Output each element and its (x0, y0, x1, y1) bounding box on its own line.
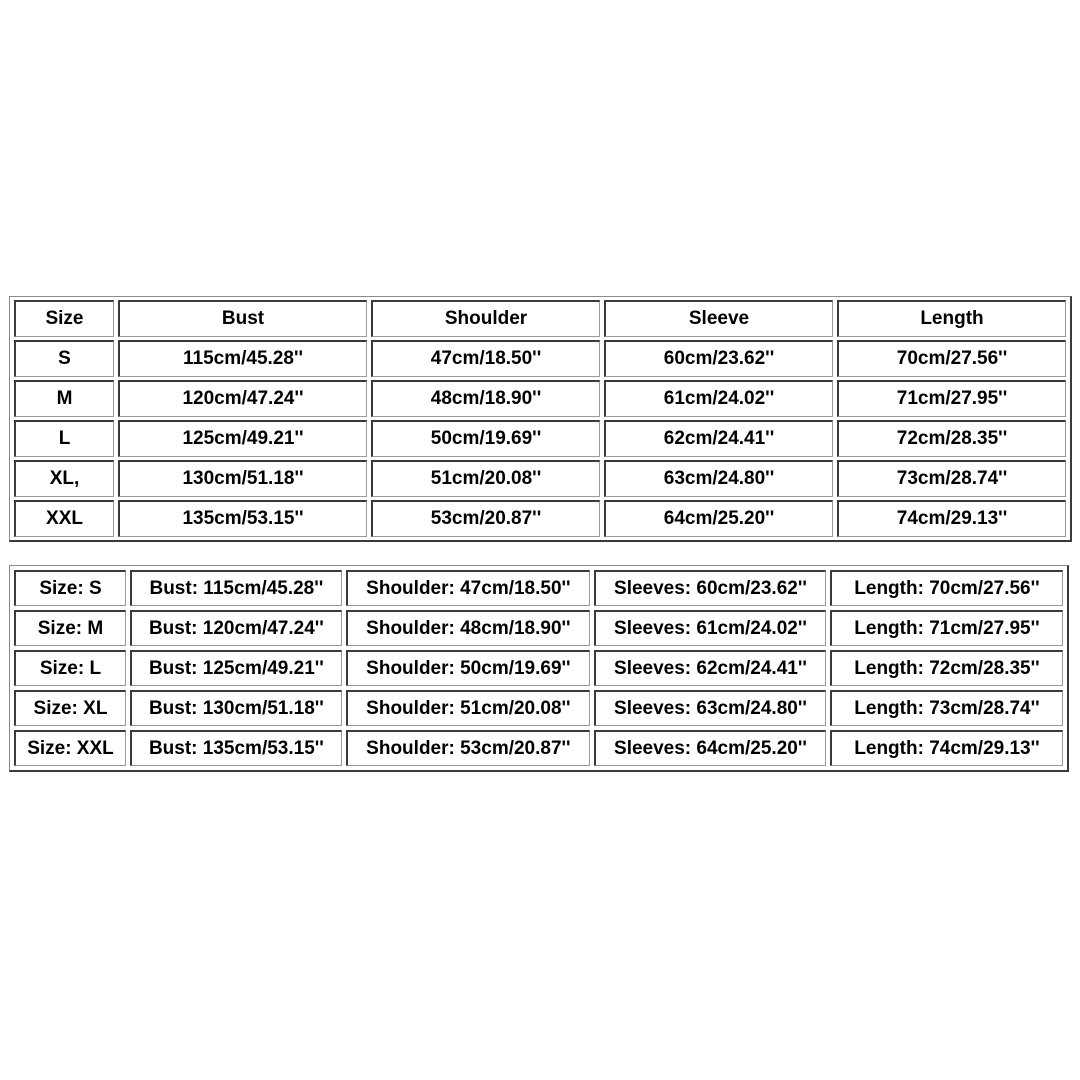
shoulder-cell: 53cm/20.87'' (371, 500, 600, 537)
table-row (14, 690, 1063, 726)
sleeve-cell: Sleeves: 64cm/25.20'' (594, 730, 826, 766)
sleeve-cell: 62cm/24.41'' (604, 420, 833, 457)
shoulder-cell: 48cm/18.90'' (371, 380, 600, 417)
header-cell-size: Size (14, 300, 114, 337)
table-row (14, 650, 1063, 686)
header-cell-length: Length (837, 300, 1066, 337)
size-chart-table-columns (9, 296, 1072, 542)
size-cell: XL, (14, 460, 114, 497)
size-cell: L (14, 420, 114, 457)
size-chart-table-labeled (9, 565, 1069, 772)
bust-cell: 120cm/47.24'' (118, 380, 367, 417)
length-cell: Length: 71cm/27.95'' (830, 610, 1063, 646)
shoulder-cell: 51cm/20.08'' (371, 460, 600, 497)
sleeve-cell: Sleeves: 61cm/24.02'' (594, 610, 826, 646)
shoulder-cell: Shoulder: 50cm/19.69'' (346, 650, 590, 686)
length-cell: 70cm/27.56'' (837, 340, 1066, 377)
sleeve-cell: Sleeves: 63cm/24.80'' (594, 690, 826, 726)
bust-cell: Bust: 120cm/47.24'' (130, 610, 342, 646)
sleeve-cell: 63cm/24.80'' (604, 460, 833, 497)
bust-cell: 135cm/53.15'' (118, 500, 367, 537)
sleeve-cell: 64cm/25.20'' (604, 500, 833, 537)
table-row (14, 500, 1066, 537)
shoulder-cell: 50cm/19.69'' (371, 420, 600, 457)
size-cell: Size: S (14, 570, 126, 606)
shoulder-cell: 47cm/18.50'' (371, 340, 600, 377)
size-cell: XXL (14, 500, 114, 537)
sleeve-cell: 60cm/23.62'' (604, 340, 833, 377)
sleeve-cell: Sleeves: 60cm/23.62'' (594, 570, 826, 606)
bust-cell: Bust: 125cm/49.21'' (130, 650, 342, 686)
bust-cell: Bust: 135cm/53.15'' (130, 730, 342, 766)
table-row (14, 340, 1066, 377)
bust-cell: Bust: 115cm/45.28'' (130, 570, 342, 606)
bust-cell: 125cm/49.21'' (118, 420, 367, 457)
length-cell: Length: 72cm/28.35'' (830, 650, 1063, 686)
length-cell: Length: 74cm/29.13'' (830, 730, 1063, 766)
shoulder-cell: Shoulder: 47cm/18.50'' (346, 570, 590, 606)
bust-cell: 130cm/51.18'' (118, 460, 367, 497)
table-row (14, 460, 1066, 497)
length-cell: 72cm/28.35'' (837, 420, 1066, 457)
table-row (14, 380, 1066, 417)
header-cell-sleeve: Sleeve (604, 300, 833, 337)
header-cell-bust: Bust (118, 300, 367, 337)
table-header-row (14, 300, 1066, 337)
length-cell: 71cm/27.95'' (837, 380, 1066, 417)
size-cell: Size: L (14, 650, 126, 686)
table-row (14, 570, 1063, 606)
shoulder-cell: Shoulder: 53cm/20.87'' (346, 730, 590, 766)
bust-cell: Bust: 130cm/51.18'' (130, 690, 342, 726)
table-row (14, 420, 1066, 457)
length-cell: Length: 70cm/27.56'' (830, 570, 1063, 606)
length-cell: 74cm/29.13'' (837, 500, 1066, 537)
sleeve-cell: Sleeves: 62cm/24.41'' (594, 650, 826, 686)
sleeve-cell: 61cm/24.02'' (604, 380, 833, 417)
header-cell-shoulder: Shoulder (371, 300, 600, 337)
shoulder-cell: Shoulder: 48cm/18.90'' (346, 610, 590, 646)
size-cell: S (14, 340, 114, 377)
size-cell: Size: XXL (14, 730, 126, 766)
size-cell: Size: XL (14, 690, 126, 726)
size-cell: M (14, 380, 114, 417)
length-cell: 73cm/28.74'' (837, 460, 1066, 497)
shoulder-cell: Shoulder: 51cm/20.08'' (346, 690, 590, 726)
size-cell: Size: M (14, 610, 126, 646)
table-row (14, 610, 1063, 646)
bust-cell: 115cm/45.28'' (118, 340, 367, 377)
length-cell: Length: 73cm/28.74'' (830, 690, 1063, 726)
table-row (14, 730, 1063, 766)
